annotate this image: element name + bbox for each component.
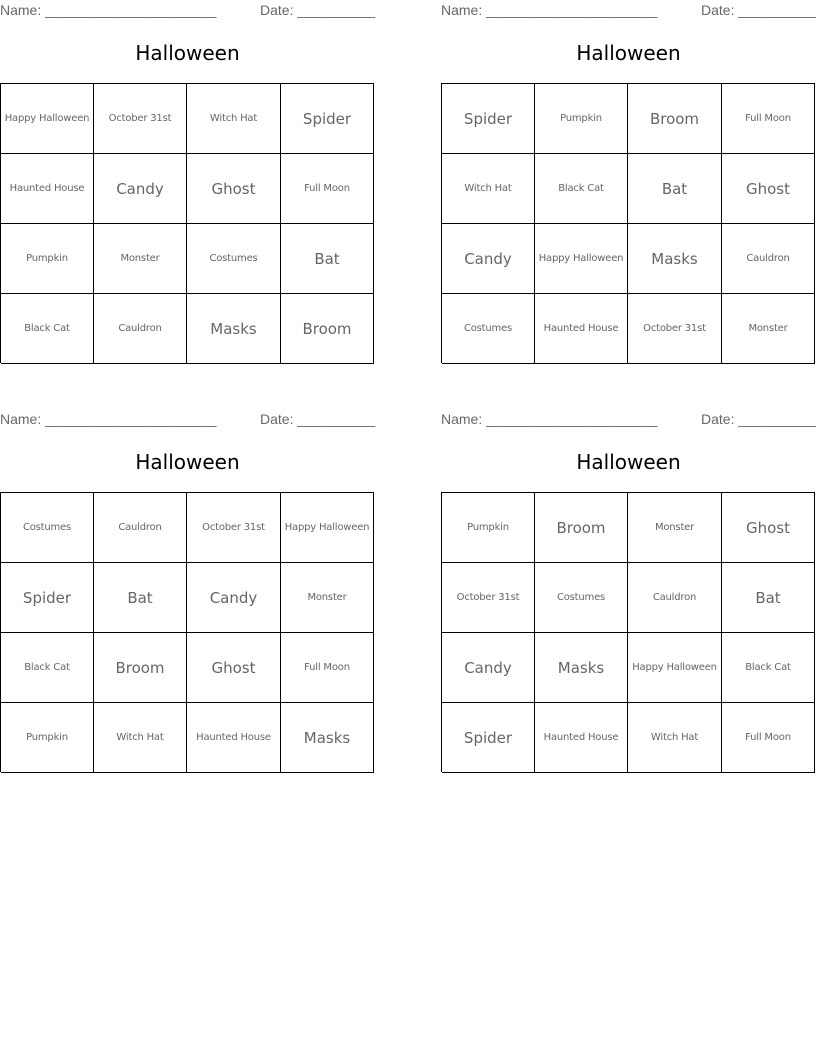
bingo-cell: Ghost (187, 633, 281, 703)
name-field-label: Name: ______________________ (441, 411, 658, 427)
bingo-cell: Spider (281, 84, 374, 154)
bingo-cell: Pumpkin (535, 84, 628, 154)
bingo-cell: Witch Hat (442, 154, 535, 224)
card-title: Halloween (135, 41, 240, 65)
bingo-cell: Haunted House (535, 294, 628, 364)
bingo-cell: Cauldron (94, 493, 187, 563)
bingo-cell: Candy (187, 563, 281, 633)
bingo-cell: Ghost (187, 154, 281, 224)
bingo-cell: October 31st (187, 493, 281, 563)
bingo-cell: Spider (442, 703, 535, 773)
bingo-cell: Costumes (535, 563, 628, 633)
bingo-cell: Costumes (187, 224, 281, 294)
bingo-cell: Monster (281, 563, 374, 633)
bingo-cell: Witch Hat (628, 703, 722, 773)
name-date-row (441, 411, 816, 429)
bingo-cell: Haunted House (1, 154, 94, 224)
bingo-cell: Black Cat (535, 154, 628, 224)
bingo-cell: Costumes (1, 493, 94, 563)
bingo-cell: October 31st (94, 84, 187, 154)
name-field-label: Name: ______________________ (0, 2, 217, 18)
bingo-cell: Full Moon (722, 703, 815, 773)
bingo-cell: Cauldron (628, 563, 722, 633)
bingo-cell: Bat (722, 563, 815, 633)
bingo-cell: Black Cat (1, 633, 94, 703)
bingo-cell: Bat (94, 563, 187, 633)
bingo-cell: Witch Hat (94, 703, 187, 773)
bingo-cell: Happy Halloween (628, 633, 722, 703)
bingo-cell: Masks (535, 633, 628, 703)
bingo-cell: Bat (281, 224, 374, 294)
bingo-cell: Monster (722, 294, 815, 364)
date-field-label: Date: __________ (260, 2, 376, 18)
bingo-cell: Pumpkin (1, 224, 94, 294)
bingo-cell: October 31st (442, 563, 535, 633)
bingo-cell: Masks (281, 703, 374, 773)
date-field-label: Date: __________ (701, 411, 816, 427)
name-field-label: Name: ______________________ (0, 411, 217, 427)
name-date-row (0, 2, 380, 20)
date-field-label: Date: __________ (260, 411, 376, 427)
bingo-cell: Monster (628, 493, 722, 563)
bingo-cell: Ghost (722, 493, 815, 563)
bingo-cell: Masks (628, 224, 722, 294)
card-title: Halloween (576, 41, 681, 65)
bingo-cell: Full Moon (281, 633, 374, 703)
card-title: Halloween (576, 450, 681, 474)
bingo-cell: Costumes (442, 294, 535, 364)
name-field-label: Name: ______________________ (441, 2, 658, 18)
bingo-cell: Witch Hat (187, 84, 281, 154)
bingo-cell: Broom (535, 493, 628, 563)
bingo-cell: Masks (187, 294, 281, 364)
bingo-grid (0, 492, 374, 772)
bingo-cell: Candy (442, 633, 535, 703)
bingo-cell: Haunted House (187, 703, 281, 773)
bingo-cell: Full Moon (281, 154, 374, 224)
bingo-cell: Cauldron (722, 224, 815, 294)
bingo-cell: October 31st (628, 294, 722, 364)
bingo-cell: Broom (94, 633, 187, 703)
bingo-grid (0, 83, 374, 363)
bingo-cell: Pumpkin (1, 703, 94, 773)
bingo-cell: Broom (281, 294, 374, 364)
name-date-row (441, 2, 816, 20)
bingo-cell: Happy Halloween (535, 224, 628, 294)
bingo-grid (441, 83, 815, 363)
bingo-cell: Happy Halloween (1, 84, 94, 154)
bingo-cell: Happy Halloween (281, 493, 374, 563)
card-title: Halloween (135, 450, 240, 474)
bingo-cell: Cauldron (94, 294, 187, 364)
bingo-cell: Pumpkin (442, 493, 535, 563)
name-date-row (0, 411, 380, 429)
bingo-cell: Black Cat (722, 633, 815, 703)
bingo-grid (441, 492, 815, 772)
bingo-cell: Bat (628, 154, 722, 224)
bingo-cell: Spider (442, 84, 535, 154)
bingo-cell: Ghost (722, 154, 815, 224)
bingo-cell: Haunted House (535, 703, 628, 773)
bingo-cell: Broom (628, 84, 722, 154)
bingo-cell: Black Cat (1, 294, 94, 364)
bingo-cell: Spider (1, 563, 94, 633)
bingo-cell: Candy (442, 224, 535, 294)
date-field-label: Date: __________ (701, 2, 816, 18)
bingo-cell: Monster (94, 224, 187, 294)
bingo-cell: Full Moon (722, 84, 815, 154)
bingo-cell: Candy (94, 154, 187, 224)
